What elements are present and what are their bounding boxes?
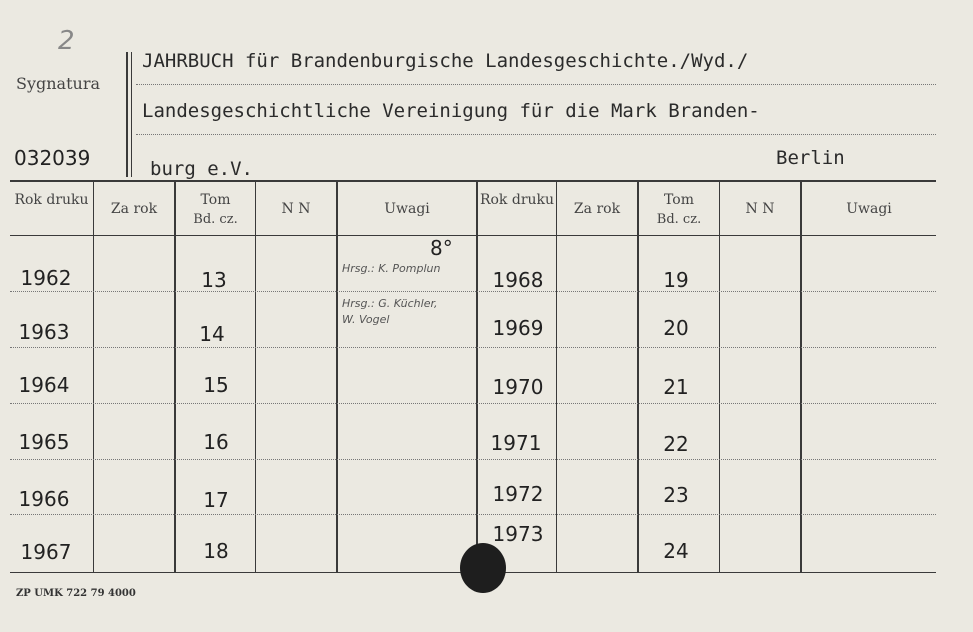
left-year-5: 1966 (18, 487, 70, 511)
header-nn-left: N N (281, 201, 311, 217)
uwagi-note-2b: W. Vogel (342, 313, 390, 326)
header-tom-left: Tom (200, 192, 231, 208)
header-tom-sub-right: Bd. cz. (656, 212, 702, 227)
left-tom-4: 16 (203, 430, 229, 454)
title-separator-line-2 (131, 52, 132, 177)
left-year-6: 1967 (20, 540, 72, 564)
left-tom-3: 15 (203, 373, 229, 397)
header-rok-druku-right: Rok druku (479, 192, 555, 208)
signature-number: 032039 (14, 146, 91, 170)
title-line-1: JAHRBUCH für Brandenburgische Landesgeschichte./Wyd./ (142, 50, 749, 72)
row-divider (10, 347, 936, 348)
title-dotted-line-1 (136, 84, 936, 85)
right-year-4: 1971 (490, 431, 542, 455)
title-dotted-line-2 (136, 134, 936, 135)
left-year-2: 1963 (18, 320, 70, 344)
right-tom-1: 19 (663, 268, 689, 292)
title-separator-line (126, 52, 128, 177)
header-uwagi-right: Uwagi (846, 201, 892, 217)
left-year-3: 1964 (18, 373, 70, 397)
right-tom-2: 20 (663, 316, 689, 340)
row-divider (10, 459, 936, 460)
title-line-3: burg e.V. (150, 158, 253, 180)
uwagi-note-1: Hrsg.: K. Pomplun (342, 262, 441, 275)
right-tom-5: 23 (663, 483, 689, 507)
right-year-6: 1973 (492, 522, 544, 546)
printer-code: ZP UMK 722 79 4000 (16, 588, 136, 599)
left-year-4: 1965 (18, 430, 70, 454)
left-year-1: 1962 (20, 266, 72, 290)
right-tom-4: 22 (663, 432, 689, 456)
header-rok-druku-left: Rok druku (14, 192, 89, 208)
row-divider (10, 403, 936, 404)
right-year-2: 1969 (492, 316, 544, 340)
header-bottom-border (10, 235, 936, 236)
right-tom-6: 24 (663, 539, 689, 563)
row-divider (10, 514, 936, 515)
header-nn-right: N N (745, 201, 775, 217)
sygnatura-label: Sygnatura (16, 74, 101, 93)
left-tom-2: 14 (199, 322, 225, 346)
corner-number: 2 (58, 26, 75, 56)
punch-hole (460, 543, 506, 593)
right-year-1: 1968 (492, 268, 544, 292)
header-uwagi-left: Uwagi (384, 201, 430, 217)
header-tom-right: Tom (664, 192, 694, 208)
row-divider (10, 291, 936, 292)
right-tom-3: 21 (663, 375, 689, 399)
right-year-5: 1972 (492, 482, 544, 506)
table-top-border (10, 180, 936, 182)
header-tom-sub-left: Bd. cz. (193, 212, 238, 227)
title-line-2: Landesgeschichtliche Vereinigung für die Mark Branden- (142, 100, 760, 122)
left-tom-1: 13 (201, 268, 227, 292)
left-tom-5: 17 (203, 488, 229, 512)
right-year-3: 1970 (492, 375, 544, 399)
header-za-rok-left: Za rok (110, 201, 158, 217)
place-of-publication: Berlin (776, 147, 845, 169)
format-note: 8° (430, 236, 453, 260)
uwagi-note-2a: Hrsg.: G. Küchler, (342, 297, 438, 310)
left-tom-6: 18 (203, 539, 229, 563)
header-za-rok-right: Za rok (573, 201, 621, 217)
